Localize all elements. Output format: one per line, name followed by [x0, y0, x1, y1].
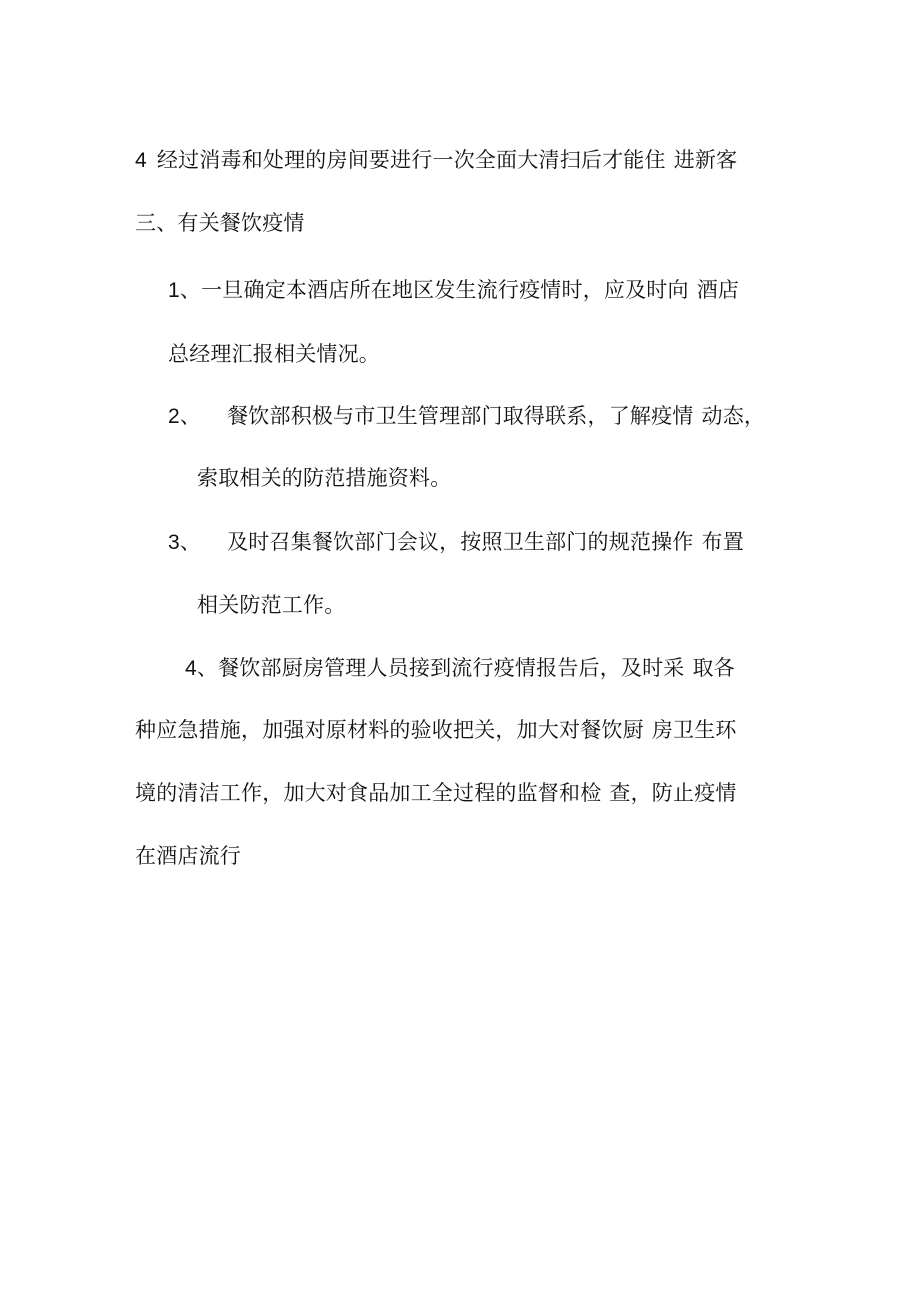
- item-number: 4: [135, 149, 147, 172]
- line-text: 经过消毒和处理的房间要进行一次全面大清扫后才能住: [156, 148, 666, 172]
- item-text-continued: 取各: [692, 656, 735, 680]
- item-number: 3: [168, 531, 180, 554]
- item-text: 及时召集餐饮部门会议，按照卫生部门的规范操作: [227, 530, 694, 554]
- item-text-continued: 酒店: [696, 278, 740, 302]
- item-4-line-4: 在酒店流行: [135, 844, 241, 868]
- item-1-line-2: 总经理汇报相关情况。: [168, 342, 380, 366]
- item-number: 4: [185, 657, 197, 680]
- item-1-line-1: [168, 276, 739, 305]
- item-text: 餐饮部积极与市卫生管理部门取得联系，了解疫情: [227, 404, 694, 428]
- item-2-line-1: [168, 402, 765, 431]
- line-text-continued: 进新客: [673, 148, 738, 172]
- item-text: 境的清洁工作，加大对食品加工全过程的监督和检: [135, 781, 602, 805]
- item-text-continued: 房卫生环: [651, 718, 737, 742]
- item-text: 、一旦确定本酒店所在地区发生流行疫情时，应及时向: [179, 278, 689, 302]
- item-2-line-2: 索取相关的防范措施资料。: [197, 466, 452, 490]
- paragraph-line-1: [135, 146, 737, 175]
- item-text-continued: 动态，: [701, 404, 766, 428]
- item-number: 2: [168, 405, 180, 428]
- item-text-continued: 布置: [701, 530, 744, 554]
- section-heading: 三、有关餐饮疫情: [135, 211, 305, 235]
- item-number: 1: [168, 279, 180, 302]
- item-text-continued: 查，防止疫情: [609, 781, 737, 805]
- item-4-line-1: [185, 654, 735, 683]
- item-4-line-3: [135, 779, 737, 807]
- item-3-line-1: [168, 528, 744, 557]
- item-4-line-2: [135, 716, 737, 744]
- item-text: 种应急措施，加强对原材料的验收把关，加大对餐饮厨: [135, 718, 644, 742]
- item-3-line-2: 相关防范工作。: [197, 593, 346, 617]
- item-separator: 、: [179, 404, 202, 428]
- item-text: 、餐饮部厨房管理人员接到流行疫情报告后，及时采: [196, 656, 685, 680]
- item-separator: 、: [179, 530, 202, 554]
